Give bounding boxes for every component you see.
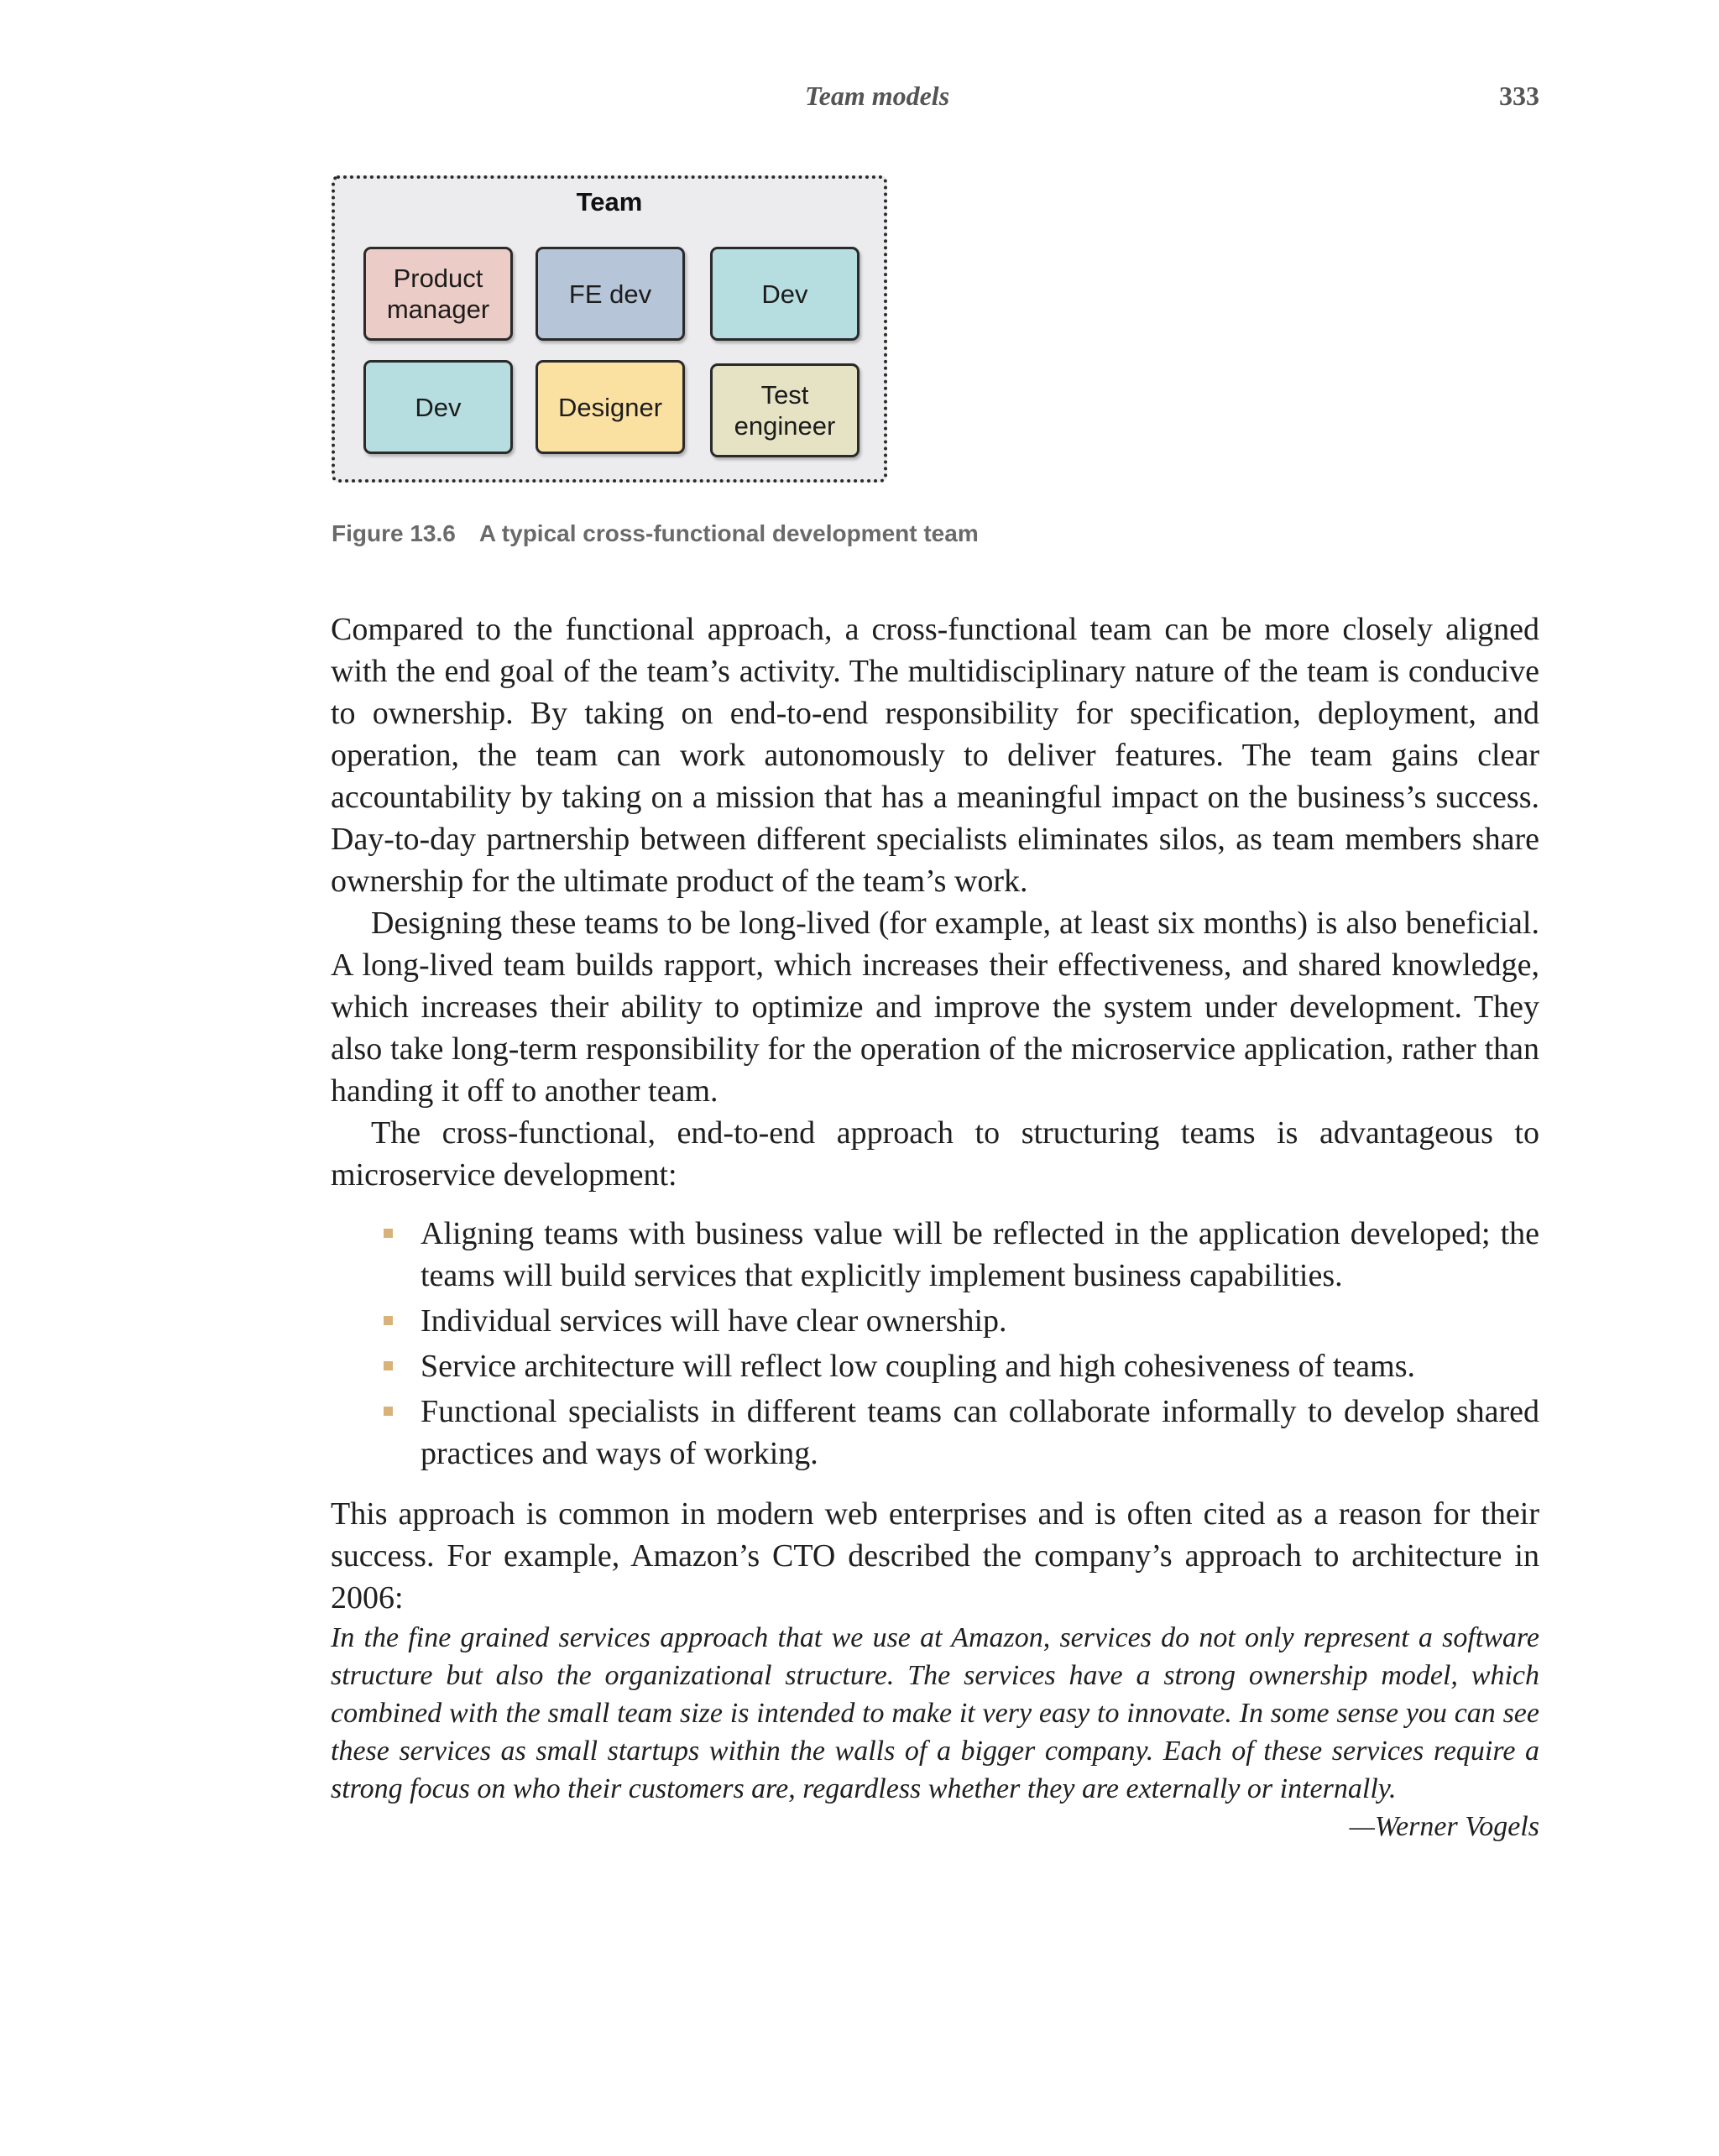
- list-item-text: Aligning teams with business value will be reflected in the application developed; the teams will build services that explicitly implement business capabilities.: [421, 1216, 1539, 1293]
- list-item-text: Individual services will have clear ownership.: [421, 1303, 1007, 1339]
- bullet-list: [331, 1213, 1539, 1475]
- figure-caption: [332, 520, 979, 547]
- list-item-text: Functional specialists in different teams can collaborate informally to develop shared practices and ways of working.: [421, 1394, 1539, 1471]
- bullet-icon: [384, 1361, 393, 1370]
- team-diagram: [332, 175, 887, 483]
- block-quote: In the fine grained services approach that we use at Amazon, services do not only represent a software structure but also the organizational structure. The services have a strong ownership model, which combined with the small team size is intended to make it very easy to innovate. In some sense you can see these services as small startups within the walls of a bigger company. Each of these services require a strong focus on who their customers are, regardless whether they are externally or internally.: [331, 1622, 1539, 1804]
- list-item: [421, 1213, 1539, 1297]
- paragraph: Designing these teams to be long-lived (for example, at least six months) is also beneficial. A long-lived team builds rapport, which increases their effectiveness, and shared knowledge, which increases their ability to optimize and improve the system under development. They also take long-term responsibility for the operation of the microservice application, rather than handing it off to another team.: [331, 906, 1539, 1109]
- paragraph: Compared to the functional approach, a cross-functional team can be more closely aligned with the end goal of the team’s activity. The multidisciplinary nature of the team is conducive to ownership. By taking on end-to-end responsibility for specification, deployment, and operation, the team can work autonomously to deliver features. The team gains clear accountability by taking on a mission that has a meaningful impact on the business’s success. Day-to-day partnership between different specialists eliminates silos, as team members share ownership for the ultimate product of the team’s work.: [331, 612, 1539, 899]
- running-head: [331, 81, 1539, 117]
- role-box-test-engineer: Test engineer: [710, 363, 860, 457]
- role-box-fe-dev: FE dev: [536, 247, 685, 341]
- list-item-text: Service architecture will reflect low coupling and high cohesiveness of teams.: [421, 1349, 1415, 1384]
- list-item: [421, 1300, 1539, 1342]
- paragraph: The cross-functional, end-to-end approach to structuring teams is advantageous to microservice development:: [331, 1115, 1539, 1193]
- list-item: [421, 1345, 1539, 1387]
- page-number: 333: [1499, 81, 1539, 111]
- bullet-icon: [384, 1229, 393, 1238]
- role-box-designer: Designer: [536, 360, 685, 454]
- running-title: Team models: [805, 81, 950, 111]
- role-box-dev: Dev: [710, 247, 860, 341]
- figure-number: Figure 13.6: [332, 520, 456, 546]
- body-text: [331, 608, 1539, 1845]
- role-box-dev: Dev: [363, 360, 513, 454]
- figure-caption-text: A typical cross-functional development team: [478, 520, 979, 546]
- bullet-icon: [384, 1407, 393, 1416]
- team-label: Team: [576, 187, 643, 217]
- paragraph: This approach is common in modern web enterprises and is often cited as a reason for their success. For example, Amazon’s CTO described the company’s approach to architecture in 2006:: [331, 1496, 1539, 1616]
- quote-attribution: —Werner Vogels: [1349, 1811, 1539, 1842]
- list-item: [421, 1391, 1539, 1475]
- role-box-product-manager: Product manager: [363, 247, 513, 341]
- bullet-icon: [384, 1316, 393, 1325]
